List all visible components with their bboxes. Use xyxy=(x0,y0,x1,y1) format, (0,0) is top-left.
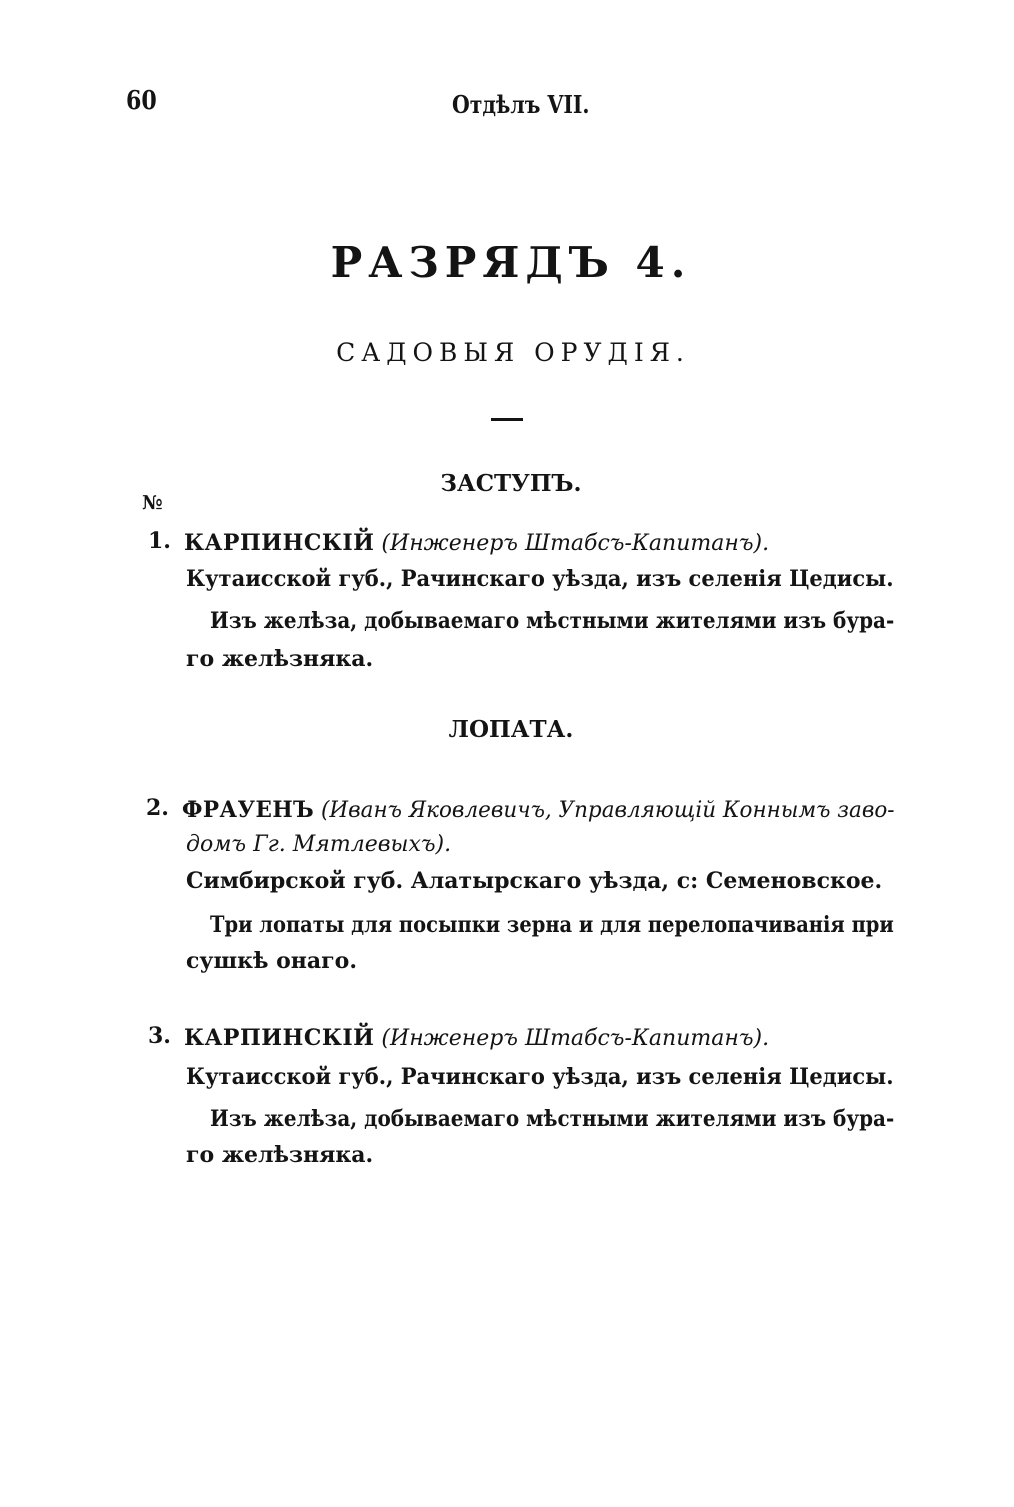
entry-number: 3. xyxy=(148,1023,171,1049)
entry-location: Симбирской губ. Алатырскаго уѣзда, с: Семеновское. xyxy=(186,868,883,894)
category-title: РАЗРЯДЪ 4. xyxy=(330,238,692,287)
exhibitor-title: (Инженеръ Штабсъ-Капитанъ). xyxy=(381,1026,770,1051)
exhibitor-title: (Иванъ Яковлевичъ, Управляющій Коннымъ заво- xyxy=(321,798,895,823)
exhibitor-title-cont: домъ Гг. Мятлевыхъ). xyxy=(186,832,452,857)
section-title-lopata: ЛОПАТА. xyxy=(448,716,574,743)
entry-location: Кутаисской губ., Рачинскаго уѣзда, изъ селенія Цедисы. xyxy=(186,566,894,592)
entry-description-line1: Изъ желѣза, добываемаго мѣстными жителями изъ бура- xyxy=(210,608,895,634)
entry-description-line1: Три лопаты для посыпки зерна и для перелопачиванія при xyxy=(210,912,894,938)
exhibitor-title: (Инженеръ Штабсъ-Капитанъ). xyxy=(381,531,770,556)
entry-description-line2: сушкѣ онаго. xyxy=(186,948,357,974)
exhibitor-name: КАРПИНСКІЙ xyxy=(184,530,375,556)
entry-exhibitor-line xyxy=(184,1025,769,1051)
entry-location: Кутаисской губ., Рачинскаго уѣзда, изъ селенія Цедисы. xyxy=(186,1064,894,1090)
entry-description-line2: го желѣзняка. xyxy=(186,1142,374,1168)
entry-number: 1. xyxy=(148,528,171,554)
entry-description-line1: Изъ желѣза, добываемаго мѣстными жителями изъ бура- xyxy=(210,1106,895,1132)
exhibitor-name: ФРАУЕНЪ xyxy=(182,797,315,823)
page-number: 60 xyxy=(126,86,157,116)
section-title-zastup: ЗАСТУПЪ. xyxy=(440,470,582,497)
running-head: Отдѣлъ VII. xyxy=(452,90,590,119)
exhibitor-name: КАРПИНСКІЙ xyxy=(184,1025,375,1051)
section-divider xyxy=(491,418,523,421)
entry-exhibitor-line xyxy=(182,797,895,823)
numero-label: № xyxy=(142,492,163,514)
category-subtitle: САДОВЫЯ ОРУДІЯ. xyxy=(336,338,690,367)
entry-number: 2. xyxy=(146,795,169,821)
entry-description-line2: го желѣзняка. xyxy=(186,646,374,672)
entry-exhibitor-line xyxy=(184,530,769,556)
